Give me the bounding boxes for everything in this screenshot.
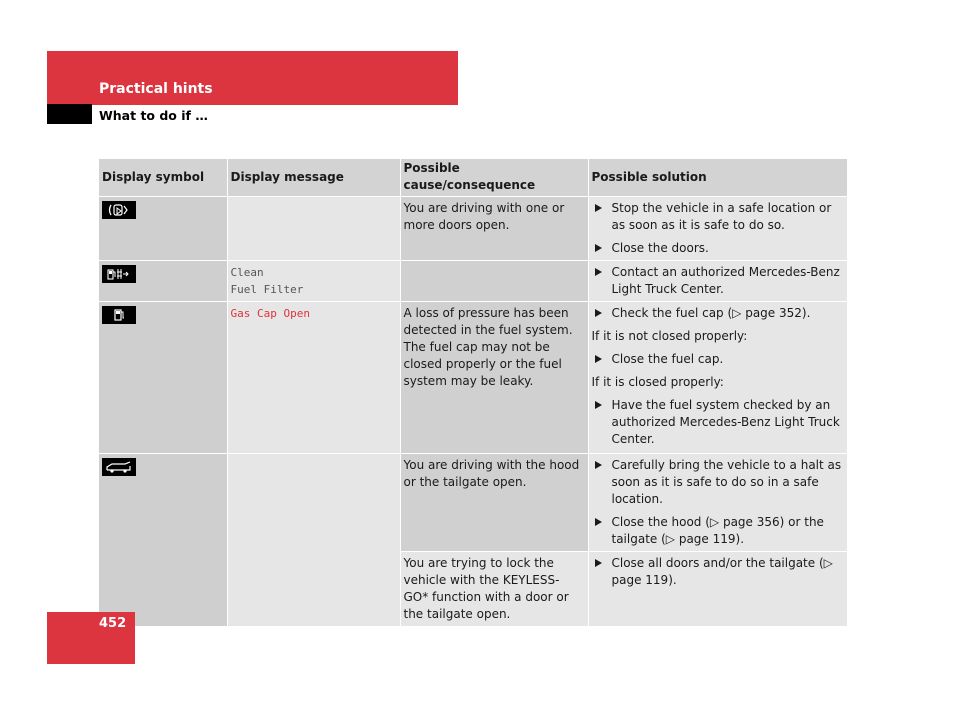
subsection-title: What to do if … bbox=[99, 108, 208, 123]
display-symbol-cell bbox=[99, 261, 227, 302]
display-symbol-cell bbox=[99, 302, 227, 454]
display-message-cell bbox=[227, 454, 400, 627]
solution-condition: If it is closed properly: bbox=[591, 375, 724, 389]
possible-cause-cell: A loss of pressure has been detected in the fuel system. The fuel cap may not be closed properly or the fuel system may be leaky. bbox=[400, 302, 588, 454]
bullet-triangle-icon bbox=[595, 461, 602, 469]
possible-cause-cell: You are driving with the hood or the tailgate open. bbox=[400, 454, 588, 552]
possible-cause-cell: You are driving with one or more doors open. bbox=[400, 197, 588, 261]
subsection-marker bbox=[47, 104, 92, 124]
header-divider bbox=[92, 104, 458, 105]
page-number: 452 bbox=[99, 616, 127, 631]
display-message-text: Gas Cap Open bbox=[230, 307, 310, 320]
bullet-triangle-icon bbox=[595, 204, 602, 212]
solution-step: Carefully bring the vehicle to a halt as soon as it is safe to do so in a safe location. bbox=[592, 457, 845, 508]
bullet-triangle-icon bbox=[595, 268, 602, 276]
bullet-triangle-icon bbox=[595, 401, 602, 409]
display-symbol-cell bbox=[99, 197, 227, 261]
column-header-possible-solution: Possible solution bbox=[588, 159, 847, 197]
solution-step: Have the fuel system checked by an authorized Mercedes-Benz Light Truck Center. bbox=[592, 397, 845, 448]
table-row bbox=[99, 261, 847, 302]
bullet-triangle-icon bbox=[595, 518, 602, 526]
display-message-cell bbox=[227, 261, 400, 302]
fuel-filter-icon bbox=[102, 265, 136, 283]
possible-solution-cell bbox=[588, 552, 847, 627]
possible-cause-cell: You are trying to lock the vehicle with the KEYLESS-GO* function with a door or the tailgate open. bbox=[400, 552, 588, 627]
solution-step: Close the hood (▷ page 356) or the tailgate (▷ page 119). bbox=[592, 514, 845, 548]
bullet-triangle-icon bbox=[595, 355, 602, 363]
solution-step: Stop the vehicle in a safe location or as soon as it is safe to do so. bbox=[592, 200, 845, 234]
hood-tailgate-open-icon bbox=[102, 458, 136, 476]
bullet-triangle-icon bbox=[595, 559, 602, 567]
possible-solution-cell bbox=[588, 197, 847, 261]
display-message-line: Fuel Filter bbox=[230, 283, 304, 296]
possible-solution-cell bbox=[588, 454, 847, 552]
table-row bbox=[99, 302, 847, 454]
solution-step: Contact an authorized Mercedes-Benz Light Truck Center. bbox=[592, 264, 845, 298]
solution-step: Close all doors and/or the tailgate (▷ page 119). bbox=[592, 555, 845, 589]
display-message-table bbox=[99, 159, 847, 627]
solution-condition: If it is not closed properly: bbox=[591, 329, 748, 343]
fuel-pump-icon bbox=[102, 306, 136, 324]
door-open-icon bbox=[102, 201, 136, 219]
column-header-display-symbol: Display symbol bbox=[99, 159, 227, 197]
section-title: Practical hints bbox=[99, 81, 213, 97]
possible-solution-cell bbox=[588, 302, 847, 454]
column-header-possible-cause: Possible cause/consequence bbox=[400, 159, 588, 197]
table-row bbox=[99, 197, 847, 261]
table-header-row bbox=[99, 159, 847, 197]
display-message-cell bbox=[227, 197, 400, 261]
bullet-triangle-icon bbox=[595, 309, 602, 317]
solution-step: Check the fuel cap (▷ page 352). bbox=[592, 305, 845, 322]
table-row bbox=[99, 454, 847, 552]
possible-solution-cell bbox=[588, 261, 847, 302]
possible-cause-cell bbox=[400, 261, 588, 302]
bullet-triangle-icon bbox=[595, 244, 602, 252]
solution-step: Close the fuel cap. bbox=[592, 351, 845, 368]
display-symbol-cell bbox=[99, 454, 227, 627]
column-header-display-message: Display message bbox=[227, 159, 400, 197]
solution-step: Close the doors. bbox=[592, 240, 845, 257]
display-message-cell bbox=[227, 302, 400, 454]
display-message-line: Clean bbox=[230, 266, 264, 279]
